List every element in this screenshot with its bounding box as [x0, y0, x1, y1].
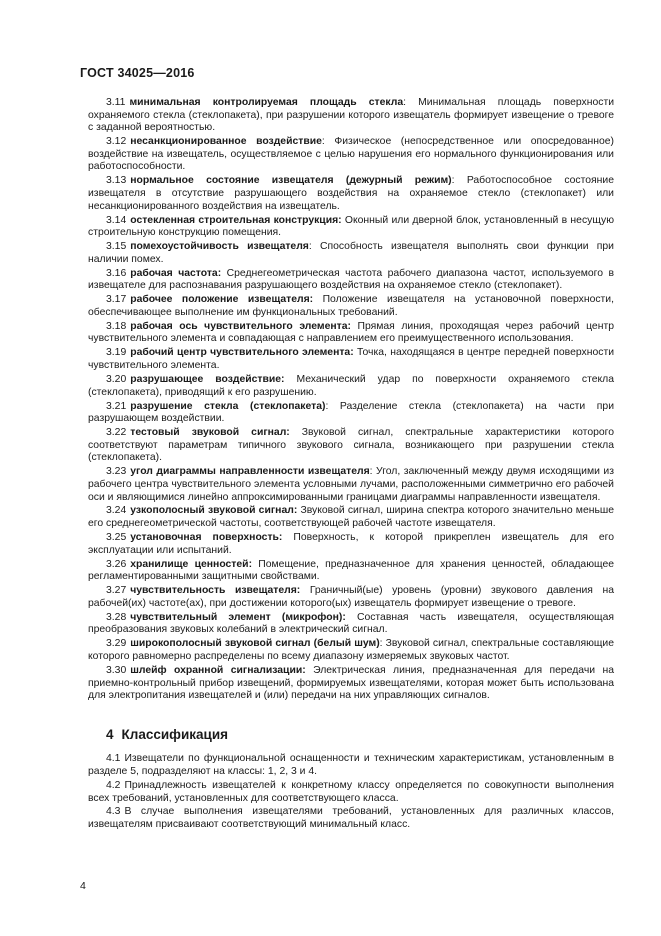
- term-number: 3.27: [106, 585, 127, 597]
- terms-list: [88, 97, 614, 703]
- term-definition: [88, 321, 614, 346]
- term-name: хранилище ценностей:: [130, 558, 253, 570]
- term-text: Оконный или дверной блок, установленный в несущую строительную конструкцию помещения.: [88, 214, 614, 239]
- term-definition: [88, 401, 614, 426]
- term-text: Точка, находящаяся в центре передней поверхности чувствительного элемента.: [88, 347, 615, 371]
- section-paragraphs: [88, 753, 614, 831]
- term-number: 3.25: [106, 532, 127, 544]
- term-text: Звуковой сигнал, ширина спектра которого значительно меньше его среднегеометрической частоты, соответствующей рабочей частоте извещателя.: [88, 505, 614, 530]
- term-name: тестовый звуковой сигнал:: [130, 427, 290, 439]
- page-number: 4: [80, 880, 86, 892]
- term-name: широкополосный звуковой сигнал (белый шум): [130, 638, 380, 650]
- term-definition: [88, 505, 614, 530]
- term-text: Помещение, предназначенное для хранения ценностей, обладающее регламентированными защитными свойствами.: [88, 558, 614, 583]
- paragraph-text: В случае выполнения извещателями требований, установленных для различных классов, извещателям присваивают соответствующий минимальный класс.: [88, 806, 614, 831]
- section-paragraph: [88, 806, 614, 831]
- term-name: угол диаграммы направленности извещателя: [130, 466, 370, 478]
- term-number: 3.23: [106, 466, 127, 478]
- term-name: несанкционированное воздействие: [130, 136, 322, 148]
- term-definition: [88, 466, 614, 504]
- term-definition: [88, 532, 614, 557]
- term-number: 3.28: [106, 611, 127, 623]
- term-text: : Физическое (непосредственное или опосредованное) воздействие на извещатель, осуществляемое с целью нарушения его нормального функционирования или работоспособности.: [88, 136, 614, 173]
- document-body: [88, 97, 614, 833]
- term-definition: [88, 215, 614, 240]
- term-name: нормальное состояние извещателя (дежурный режим): [130, 175, 452, 187]
- term-definition: [88, 347, 614, 372]
- term-definition: [88, 612, 614, 637]
- term-definition: [88, 175, 614, 213]
- term-number: 3.21: [106, 400, 127, 412]
- term-text: Механический удар по поверхности охраняемого стекла (стеклопакета), приводящий к его разрушению.: [88, 373, 614, 398]
- term-definition: [88, 638, 614, 663]
- term-name: рабочая частота:: [130, 267, 222, 279]
- term-name: остекленная строительная конструкция:: [130, 214, 342, 226]
- term-name: узкополосный звуковой сигнал:: [130, 505, 298, 517]
- term-definition: [88, 559, 614, 584]
- term-text: : Звуковой сигнал, спектральные составляющие которого равномерно распределены по всему диапазону измеряемых звуковых частот.: [88, 638, 614, 662]
- term-name: шлейф охранной сигнализации:: [130, 664, 306, 676]
- term-number: 3.19: [106, 347, 127, 359]
- term-number: 3.14: [106, 214, 127, 226]
- term-number: 3.22: [106, 427, 127, 439]
- term-text: Положение извещателя на установочной поверхности, обеспечивающее выполнение им функциональных требований.: [88, 294, 614, 318]
- term-number: 3.29: [106, 638, 127, 650]
- term-number: 3.26: [106, 558, 127, 570]
- term-definition: [88, 374, 614, 399]
- term-number: 3.12: [106, 136, 127, 148]
- term-definition: [88, 97, 614, 135]
- term-number: 3.20: [106, 373, 127, 385]
- term-text: Электрическая линия, предназначенная для передачи на приемно-контрольный прибор извещений, формируемых извещателями, которая может быть использована для электропитания извещателей и (или) передачи на них управляющих сигналов.: [88, 664, 614, 702]
- term-name: минимальная контролируемая площадь стекла: [129, 97, 404, 108]
- term-number: 3.18: [106, 320, 127, 332]
- term-text: Составная часть извещателя, осуществляющая преобразования звуковых колебаний в электрический сигнал.: [88, 611, 614, 636]
- term-text: : Работоспособное состояние извещателя в отсутствие разрушающего воздействия на охраняемое стекло (стеклопакет) или несанкционированного воздействия на извещатель.: [88, 175, 614, 212]
- section-title: Классификация: [121, 726, 229, 742]
- term-text: : Разделение стекла (стеклопакета) на части при разрушающем воздействии.: [88, 400, 615, 425]
- term-definition: [88, 294, 614, 319]
- term-name: разрушающее воздействие:: [130, 373, 285, 385]
- term-definition: [88, 241, 614, 266]
- term-name: рабочий центр чувствительного элемента:: [130, 347, 354, 359]
- term-text: : Минимальная площадь поверхности охраняемого стекла (стеклопакета), при разрушении которого извещатель формирует извещение о тревоге с заданной вероятностью.: [88, 97, 615, 134]
- term-text: Граничный(ые) уровень (уровни) звукового давления на рабочей(их) частоте(ах), при достижении которого(ых) извещатель формирует извещение о тревоге.: [88, 585, 615, 609]
- term-text: Поверхность, к которой прикреплен извещатель для его эксплуатации или испытаний.: [88, 532, 614, 556]
- term-definition: [88, 427, 614, 465]
- paragraph-number: 4.2: [106, 779, 121, 791]
- term-definition: [88, 268, 614, 293]
- term-number: 3.17: [106, 294, 127, 306]
- term-name: чувствительный элемент (микрофон):: [130, 611, 346, 623]
- term-definition: [88, 136, 614, 174]
- term-text: Среднегеометрическая частота рабочего диапазона частот, используемого в извещателе для распознавания разрушающего воздействия на охраняемое стекло (стеклопакет).: [88, 267, 614, 292]
- term-number: 3.13: [106, 175, 127, 187]
- term-number: 3.11: [106, 97, 126, 108]
- document-header: ГОСТ 34025—2016: [80, 66, 195, 80]
- term-text: Прямая линия, проходящая через рабочий центр чувствительного элемента и совпадающая с направлением его преимущественного использования.: [88, 320, 614, 345]
- term-definition: [88, 665, 614, 703]
- term-definition: [88, 585, 614, 610]
- paragraph-text: Извещатели по функциональной оснащенности и техническим характеристикам, установленным в разделе 5, подразделяют на классы: 1, 2, 3 и 4.: [88, 753, 614, 777]
- term-name: рабочее положение извещателя:: [130, 294, 314, 306]
- term-number: 3.15: [106, 241, 127, 253]
- term-text: : Способность извещателя выполнять свои функции при наличии помех.: [88, 241, 614, 265]
- term-number: 3.24: [106, 505, 127, 517]
- term-number: 3.30: [106, 664, 127, 676]
- section-paragraph: [88, 780, 614, 805]
- paragraph-number: 4.3: [106, 806, 121, 818]
- section-number: 4: [106, 726, 114, 742]
- term-number: 3.16: [106, 267, 127, 279]
- term-name: установочная поверхность:: [130, 532, 283, 544]
- section-paragraph: [88, 753, 614, 778]
- term-text: Звуковой сигнал, спектральные характеристики которого соответствуют параметрам типичного звукового сигнала, возникающего при разрушении стекла (стеклопакета).: [88, 427, 614, 464]
- term-name: разрушение стекла (стеклопакета): [130, 400, 326, 412]
- term-name: помехоустойчивость извещателя: [130, 241, 309, 253]
- term-name: рабочая ось чувствительного элемента:: [130, 320, 351, 332]
- term-name: чувствительность извещателя:: [130, 585, 301, 597]
- term-text: : Угол, заключенный между двумя исходящими из рабочего центра чувствительного элемента условными лучами, расположенными симметрично его рабочей оси и являющимися линейно аппроксимированными границами диаграммы направленности извещателя.: [88, 466, 614, 503]
- paragraph-number: 4.1: [106, 753, 121, 765]
- paragraph-text: Принадлежность извещателей к конкретному классу определяется по совокупности выполнения всех требований, установленных для соответствующего класса.: [88, 779, 614, 804]
- section-heading: [88, 726, 614, 742]
